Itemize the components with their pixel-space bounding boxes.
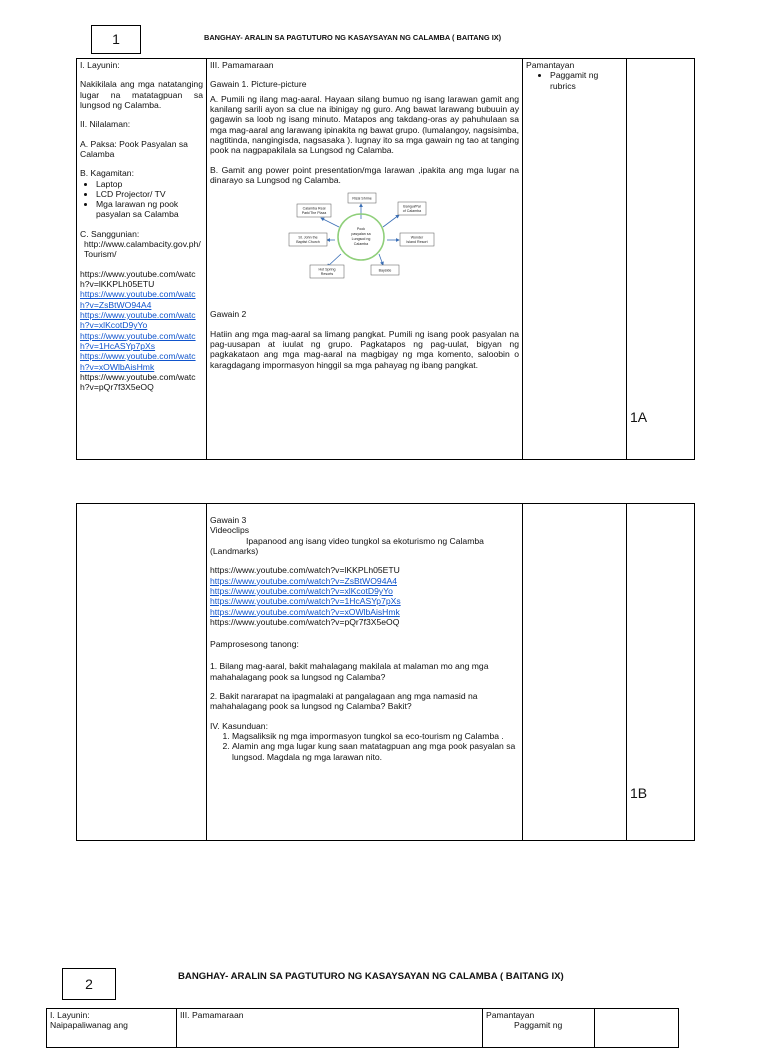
gawain1-title: Gawain 1. Picture-picture: [210, 79, 307, 90]
diagram-center-line: Lungsod ng: [351, 237, 371, 242]
pamantayan-list: [526, 70, 623, 91]
layunin-heading: I. Layunin:: [50, 1010, 90, 1020]
procedure-column: [177, 1009, 483, 1048]
kagamitan-item: • Laptop: [96, 179, 203, 189]
video-link[interactable]: https://www.youtube.com/watch?v=ZsBtWO94A4: [210, 575, 397, 586]
criteria-column: [523, 504, 627, 841]
gawain2-title: Gawain 2: [210, 309, 247, 320]
reference-link[interactable]: https://www.youtube.com/watch?v=lKKPLh05ETU: [80, 268, 196, 289]
kasunduan-item: 2. Alamin ang mga lugar kung saan matatagpuan ang mga pook pasyalan sa lungsod. Magdala ng mga larawan nito.: [232, 741, 519, 762]
gawain2-text: Hatiin ang mga mag-aaral sa limang pangkat. Pumili ng isang pook pasyalan na pag-uusapan at iuulat ng grupo. Pagkatapos ng pag-uulat, bigyan ng pagkakataon ang mga mag-aaral na magbigay ng mga komento, saloobin o karagdagang impormasyon hinggil sa mga pahayag ng ibang pangkat.: [210, 328, 519, 370]
diagram-node-label: Bangui/Pal: [403, 204, 421, 209]
kasunduan-heading: IV. Kasunduan:: [210, 720, 268, 731]
kasunduan-list: [210, 731, 519, 762]
reference-link[interactable]: https://www.youtube.com/watch?v=ZsBtWO94A4: [80, 289, 196, 310]
gawain1-b-text: B. Gamit ang power point presentation/mga larawan ,ipakita ang mga lugar na dinarayo sa Lungsod ng Calamba.: [210, 164, 519, 185]
question-2: 2. Bakit nararapat na ipagmalaki at pangalagaan ang mga namasid na mahahalagang pook sa lungsod ng Calamba? Bakit?: [210, 691, 478, 712]
sanggunian-url: http://www.calambacity.gov.ph/Tourism/: [84, 239, 201, 260]
lesson-plan-table-2: [46, 1008, 679, 1048]
document-title: BANGHAY- ARALIN SA PAGTUTURO NG KASAYSAYAN NG CALAMBA ( BAITANG IX): [204, 33, 502, 42]
pamamaraan-heading: III. Pamamaraan: [210, 60, 274, 70]
diagram-node-label: Island Resort: [406, 240, 428, 245]
page-number-box: [91, 25, 141, 54]
pamantayan-item: • Paggamit ng rubrics: [550, 70, 623, 91]
lesson-plan-table-1b: [76, 503, 695, 841]
objectives-column: [47, 1009, 177, 1048]
videoclips-heading: Videoclips: [210, 525, 250, 536]
page-number-box: [62, 968, 116, 1000]
kagamitan-item: • LCD Projector/ TV: [96, 189, 203, 199]
diagram-node-label: Rizal Shrine: [352, 196, 372, 201]
diagram-node-label: Baptist Church: [296, 240, 320, 245]
section-label: 1B: [630, 785, 648, 801]
criteria-column: [483, 1009, 595, 1048]
paksa-text: A. Paksa: Pook Pasyalan sa Calamba: [80, 138, 188, 159]
diagram-node-label: Calamba Real: [302, 206, 326, 211]
pamamaraan-heading: III. Pamamaraan: [180, 1010, 244, 1020]
objectives-column: [77, 59, 207, 460]
diagram-node-label: Resorts: [320, 272, 334, 277]
diagram-node-label: St. John the: [298, 235, 318, 240]
section-label: 1A: [630, 409, 648, 425]
procedure-column: [207, 504, 523, 841]
diagram-node-label: Park/The Plaza: [301, 211, 327, 216]
pamantayan-heading: Pamantayan: [526, 60, 575, 70]
video-links: [210, 565, 519, 627]
label-column: [595, 1009, 679, 1048]
gawain1-a-text: A. Pumili ng ilang mag-aaral. Hayaan silang bumuo ng isang larawan gamit ang kanilang sarili ayon sa clue na ibinigay ng guro. Ang bawat larawang bubuuin ay gagawin sa loob ng isang minuto. Matapos ang takdang-oras ay pahuhulaan sa mga mag-aaral ang larawang ipinakita ng bawat grupo. (lumalangoy, nagsisimba, nagtitinda, nangingisda, nagsasaka ). Iugnay ito sa mga gawain ng tao at tanging pook na nagpapakilala sa Lungsod ng Calamba.: [210, 93, 519, 156]
label-column: [627, 504, 695, 841]
tourism-spot-diagram: [285, 191, 519, 289]
reference-link[interactable]: https://www.youtube.com/watch?v=1HcASYp7pXs: [80, 330, 196, 351]
document-title: BANGHAY- ARALIN SA PAGTUTURO NG KASAYSAYAN NG CALAMBA ( BAITANG IX): [178, 971, 564, 982]
pamantayan-item: Paggamit ng: [514, 1020, 563, 1031]
diagram-node-label: of Calamba: [402, 209, 422, 214]
diagram-center-line: Calamba: [353, 242, 369, 247]
label-column: [627, 59, 695, 460]
layunin-text: Nakikilala ang mga natatanging lugar na matatagpuan sa lungsod ng Calamba.: [80, 79, 203, 110]
reference-link[interactable]: https://www.youtube.com/watch?v=xlKcotD9yYo: [80, 309, 196, 331]
kasunduan-item: 1. Magsaliksik ng mga impormasyon tungkol sa eco-tourism ng Calamba .: [232, 731, 519, 741]
video-link[interactable]: https://www.youtube.com/watch?v=xlKcotD9yYo: [210, 585, 393, 596]
reference-link[interactable]: https://www.youtube.com/watch?v=xOWlbAisHmk: [80, 351, 196, 372]
procedure-column: [207, 59, 523, 460]
pamprosesong-heading: Pamprosesong tanong:: [210, 639, 299, 650]
videoclips-text: Ipapanood ang isang video tungkol sa ekoturismo ng Calamba (Landmarks): [210, 535, 484, 556]
kagamitan-list: [80, 179, 203, 220]
kagamitan-item: • Mga larawan ng pook pasyalan sa Calamba: [96, 199, 203, 220]
diagram-node-label: Wonder: [410, 235, 424, 240]
reference-link[interactable]: https://www.youtube.com/watch?v=pQr7f3X5eOQ: [80, 371, 196, 393]
video-link[interactable]: https://www.youtube.com/watch?v=lKKPLh05ETU: [210, 565, 400, 576]
sanggunian-heading: C. Sanggunian:: [80, 228, 140, 239]
lesson-plan-table-1: [76, 58, 695, 460]
gawain3-title: Gawain 3: [210, 515, 247, 525]
layunin-heading: I. Layunin:: [80, 60, 120, 70]
page-number: 2: [85, 976, 93, 992]
diagram-center-line: Pook: [356, 227, 366, 232]
layunin-text: Naipapaliwanag ang: [50, 1020, 128, 1031]
diagram-center-line: pasyalan sa: [351, 232, 371, 237]
pamantayan-heading: Pamantayan: [486, 1010, 535, 1020]
page-number: 1: [112, 31, 120, 47]
objectives-column: [77, 504, 207, 841]
diagram-node-label: Bayside: [378, 268, 392, 273]
kagamitan-heading: B. Kagamitan:: [80, 168, 134, 179]
question-1: 1. Bilang mag-aaral, bakit mahalagang makilala at malaman mo ang mga mahahalagang pook sa lungsod ng Calamba?: [210, 661, 489, 682]
nilalaman-heading: II. Nilalaman:: [80, 119, 131, 130]
video-link[interactable]: https://www.youtube.com/watch?v=1HcASYp7pXs: [210, 596, 401, 607]
criteria-column: [523, 59, 627, 460]
video-link[interactable]: https://www.youtube.com/watch?v=xOWlbAisHmk: [210, 606, 400, 617]
video-link[interactable]: https://www.youtube.com/watch?v=pQr7f3X5eOQ: [210, 616, 400, 627]
diagram-node-label: Hot Spring: [318, 267, 336, 272]
